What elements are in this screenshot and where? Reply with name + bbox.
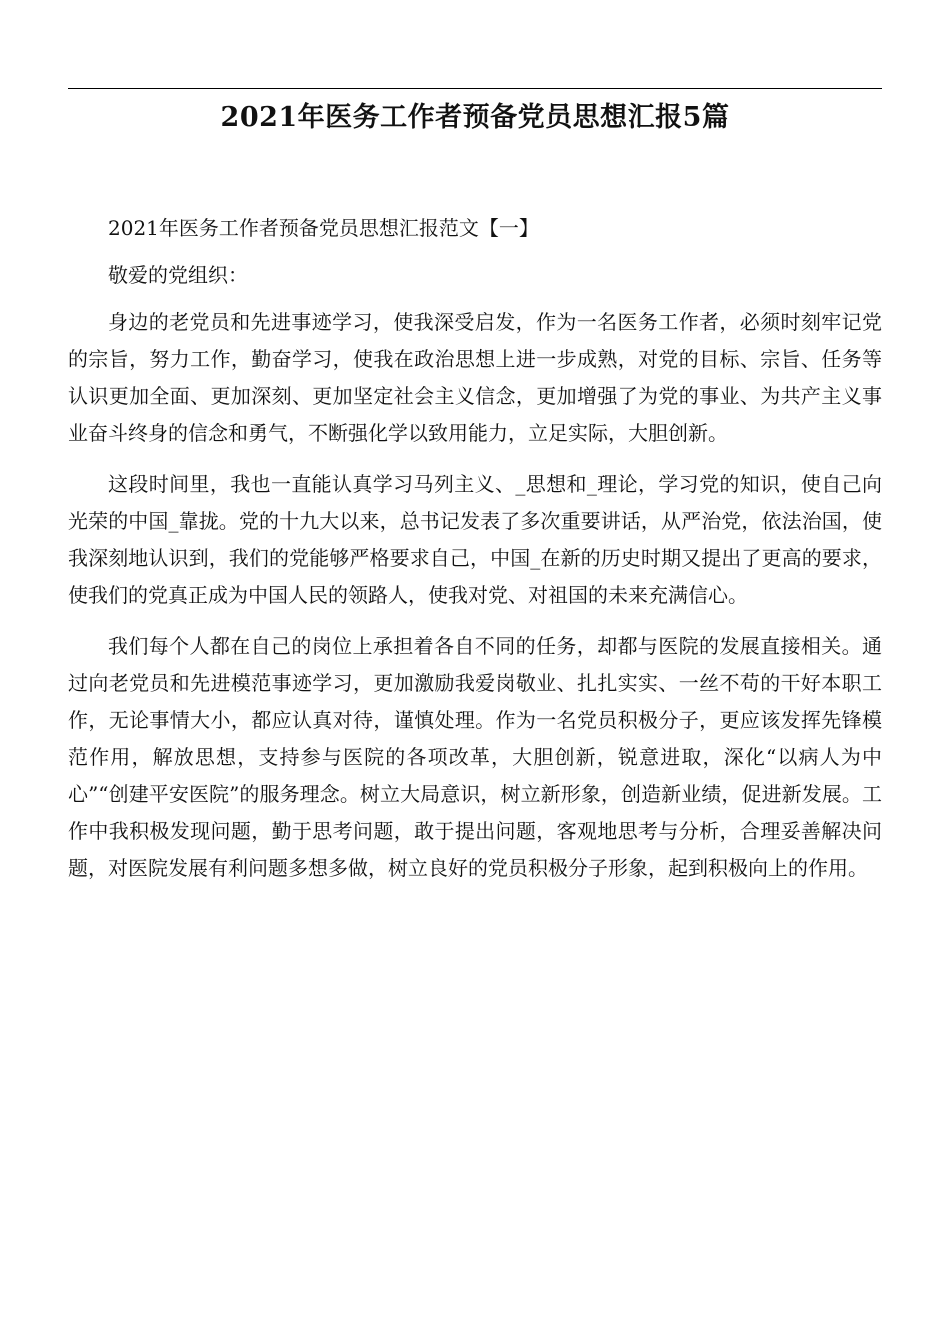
body-paragraph-1: 身边的老党员和先进事迹学习，使我深受启发，作为一名医务工作者，必须时刻牢记党的宗旨，努力工作，勤奋学习，使我在政治思想上进一步成熟，对党的目标、宗旨、任务等认识更加全面、更加深刻、更加坚定社会主义信念，更加增强了为党的事业、为共产主义事业奋斗终身的信念和勇气，不断强化学以致用能力，立足实际，大胆创新。 xyxy=(68,310,882,445)
section-heading: 2021年医务工作者预备党员思想汇报范文【一】 xyxy=(108,216,539,240)
document-body xyxy=(68,210,882,901)
salutation: 敬爱的党组织： xyxy=(108,263,248,287)
document-title: 2021年医务工作者预备党员思想汇报5篇 xyxy=(220,102,730,133)
header-rule xyxy=(68,88,882,89)
body-paragraph-2: 这段时间里，我也一直能认真学习马列主义、_思想和_理论，学习党的知识，使自己向光荣的中国_靠拢。党的十九大以来，总书记发表了多次重要讲话，从严治党，依法治国，使我深刻地认识到，我们的党能够严格要求自己，中国_在新的历史时期又提出了更高的要求，使我们的党真正成为中国人民的领路人，使我对党、对祖国的未来充满信心。 xyxy=(68,472,882,607)
body-paragraph-3: 我们每个人都在自己的岗位上承担着各自不同的任务，却都与医院的发展直接相关。通过向老党员和先进模范事迹学习，更加激励我爱岗敬业、扎扎实实、一丝不苟的干好本职工作，无论事情大小，都应认真对待，谨慎处理。作为一名党员积极分子，更应该发挥先锋模范作用，解放思想，支持参与医院的各项改革，大胆创新，锐意进取，深化“以病人为中心”“创建平安医院”的服务理念。树立大局意识，树立新形象，创造新业绩，促进新发展。工作中我积极发现问题，勤于思考问题，敢于提出问题，客观地思考与分析，合理妥善解决问题，对医院发展有利问题多想多做，树立良好的党员积极分子形象，起到积极向上的作用。 xyxy=(68,634,882,880)
